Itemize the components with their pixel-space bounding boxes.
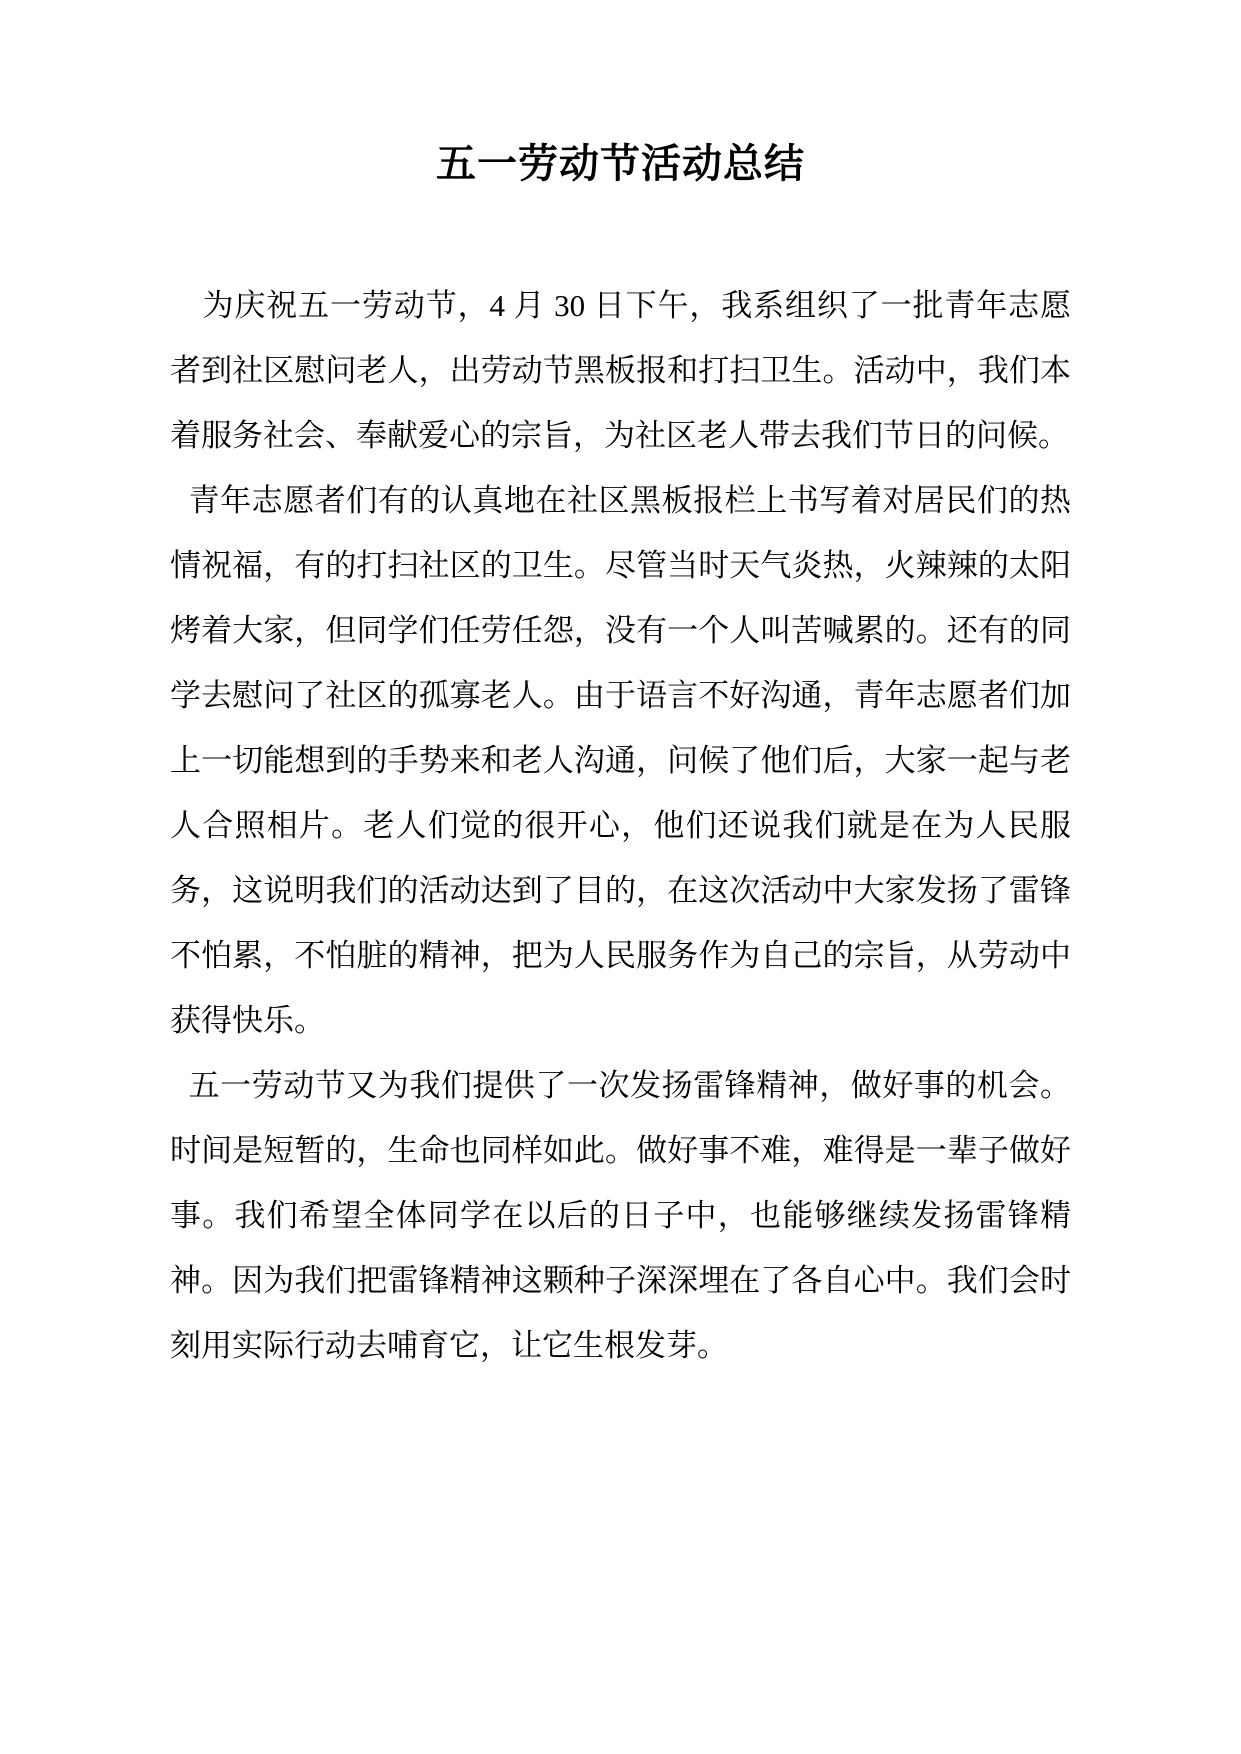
paragraph-activity-details: 青年志愿者们有的认真地在社区黑板报栏上书写着对居民们的热情祝福，有的打扫社区的卫生。尽管当时天气炎热，火辣辣的太阳烤着大家，但同学们任劳任怨，没有一个人叫苦喊累的。还有的同学去慰问了社区的孤寡老人。由于语言不好沟通，青年志愿者们加上一切能想到的手势来和老人沟通，问候了他们后，大家一起与老人合照相片。老人们觉的很开心，他们还说我们就是在为人民服务，这说明我们的活动达到了目的，在这次活动中大家发扬了雷锋不怕累，不怕脏的精神，把为人民服务作为自己的宗旨，从劳动中获得快乐。 [170, 483, 1071, 1038]
document-title: 五一劳动节活动总结 [436, 141, 805, 186]
document-body [170, 273, 1071, 1378]
paragraph-conclusion: 五一劳动节又为我们提供了一次发扬雷锋精神，做好事的机会。时间是短暂的，生命也同样如此。做好事不难，难得是一辈子做好事。我们希望全体同学在以后的日子中，也能够继续发扬雷锋精神。因为我们把雷锋精神这颗种子深深埋在了各自心中。我们会时刻用实际行动去哺育它，让它生根发芽。 [170, 1068, 1071, 1363]
paragraph-intro: 为庆祝五一劳动节，4 月 30 日下午，我系组织了一批青年志愿者到社区慰问老人，出劳动节黑板报和打扫卫生。活动中，我们本着服务社会、奉献爱心的宗旨，为社区老人带去我们节日的问候。 [170, 288, 1071, 453]
